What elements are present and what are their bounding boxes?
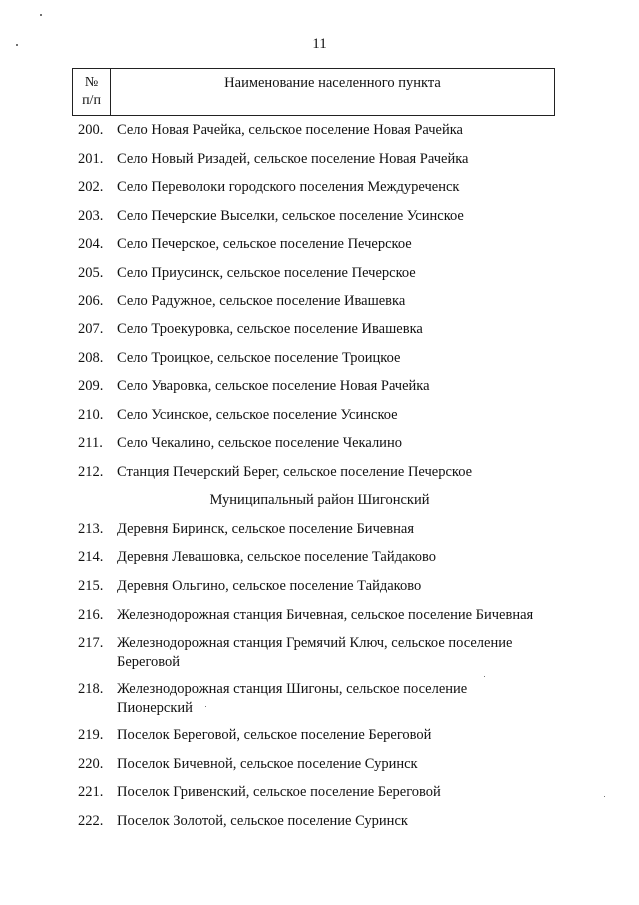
- item-number: 206.: [78, 293, 104, 309]
- item-text: Село Переволоки городского поселения Междуреченск: [117, 179, 460, 195]
- scan-speck: [205, 706, 206, 707]
- page-number: 11: [312, 36, 327, 52]
- item-text: Станция Печерский Берег, сельское поселение Печерское: [117, 464, 473, 480]
- item-number: 216.: [78, 607, 104, 623]
- item-number: 201.: [78, 151, 104, 167]
- item-text: Село Уваровка, сельское поселение Новая Рачейка: [117, 378, 430, 394]
- scan-speck: [40, 14, 42, 16]
- item-text: Село Усинское, сельское поселение Усинское: [117, 407, 398, 423]
- item-text: Село Печерские Выселки, сельское поселение Усинское: [117, 208, 464, 224]
- item-number: 212.: [78, 464, 104, 480]
- item-text: Поселок Гривенский, сельское поселение Береговой: [117, 784, 441, 800]
- item-text: Село Новая Рачейка, сельское поселение Новая Рачейка: [117, 122, 463, 138]
- header-number-column: [73, 69, 111, 115]
- section-heading: Муниципальный район Шигонский: [209, 492, 430, 508]
- header-name-column: Наименование населенного пункта: [224, 75, 441, 91]
- item-number: 203.: [78, 208, 104, 224]
- item-number: 221.: [78, 784, 104, 800]
- scan-speck: [484, 676, 485, 677]
- item-number: 215.: [78, 578, 104, 594]
- item-number: 209.: [78, 378, 104, 394]
- item-text: Поселок Золотой, сельское поселение Суринск: [117, 813, 408, 829]
- item-text: Деревня Ольгино, сельское поселение Тайдаково: [117, 578, 422, 594]
- item-number: 218.: [78, 681, 104, 697]
- item-text: Поселок Бичевной, сельское поселение Суринск: [117, 756, 418, 772]
- item-number: 220.: [78, 756, 104, 772]
- item-text: Село Приусинск, сельское поселение Печерское: [117, 265, 416, 281]
- item-text: Село Чекалино, сельское поселение Чекалино: [117, 435, 402, 451]
- item-number: 205.: [78, 265, 104, 281]
- item-text: Железнодорожная станция Бичевная, сельское поселение Бичевная: [117, 607, 534, 623]
- item-number: 217.: [78, 635, 104, 651]
- item-number: 211.: [78, 435, 103, 451]
- item-text: Село Троицкое, сельское поселение Троицкое: [117, 350, 401, 366]
- item-text: Железнодорожная станция Гремячий Ключ, сельское поселение Береговой: [117, 635, 513, 670]
- item-number: 213.: [78, 521, 104, 537]
- item-text: Железнодорожная станция Шигоны, сельское поселение Пионерский: [117, 681, 468, 716]
- item-text: Деревня Левашовка, сельское поселение Тайдаково: [117, 549, 436, 565]
- scan-speck: [16, 44, 18, 46]
- item-text: Село Печерское, сельское поселение Печерское: [117, 236, 412, 252]
- item-number: 219.: [78, 727, 104, 743]
- item-text: Деревня Биринск, сельское поселение Бичевная: [117, 521, 415, 537]
- item-text: Поселок Береговой, сельское поселение Береговой: [117, 727, 432, 743]
- header-number-sign: №: [84, 75, 99, 90]
- item-number: 210.: [78, 407, 104, 423]
- header-number-abbrev: п/п: [82, 93, 101, 108]
- item-number: 208.: [78, 350, 104, 366]
- item-number: 222.: [78, 813, 104, 829]
- item-number: 214.: [78, 549, 104, 565]
- item-number: 202.: [78, 179, 104, 195]
- item-number: 200.: [78, 122, 104, 138]
- item-text: Село Новый Ризадей, сельское поселение Новая Рачейка: [117, 151, 469, 167]
- table-header: [72, 68, 555, 116]
- item-text: Село Троекуровка, сельское поселение Ивашевка: [117, 321, 423, 337]
- item-number: 204.: [78, 236, 104, 252]
- scan-speck: [604, 796, 605, 797]
- item-number: 207.: [78, 321, 104, 337]
- item-text: Село Радужное, сельское поселение Ивашевка: [117, 293, 406, 309]
